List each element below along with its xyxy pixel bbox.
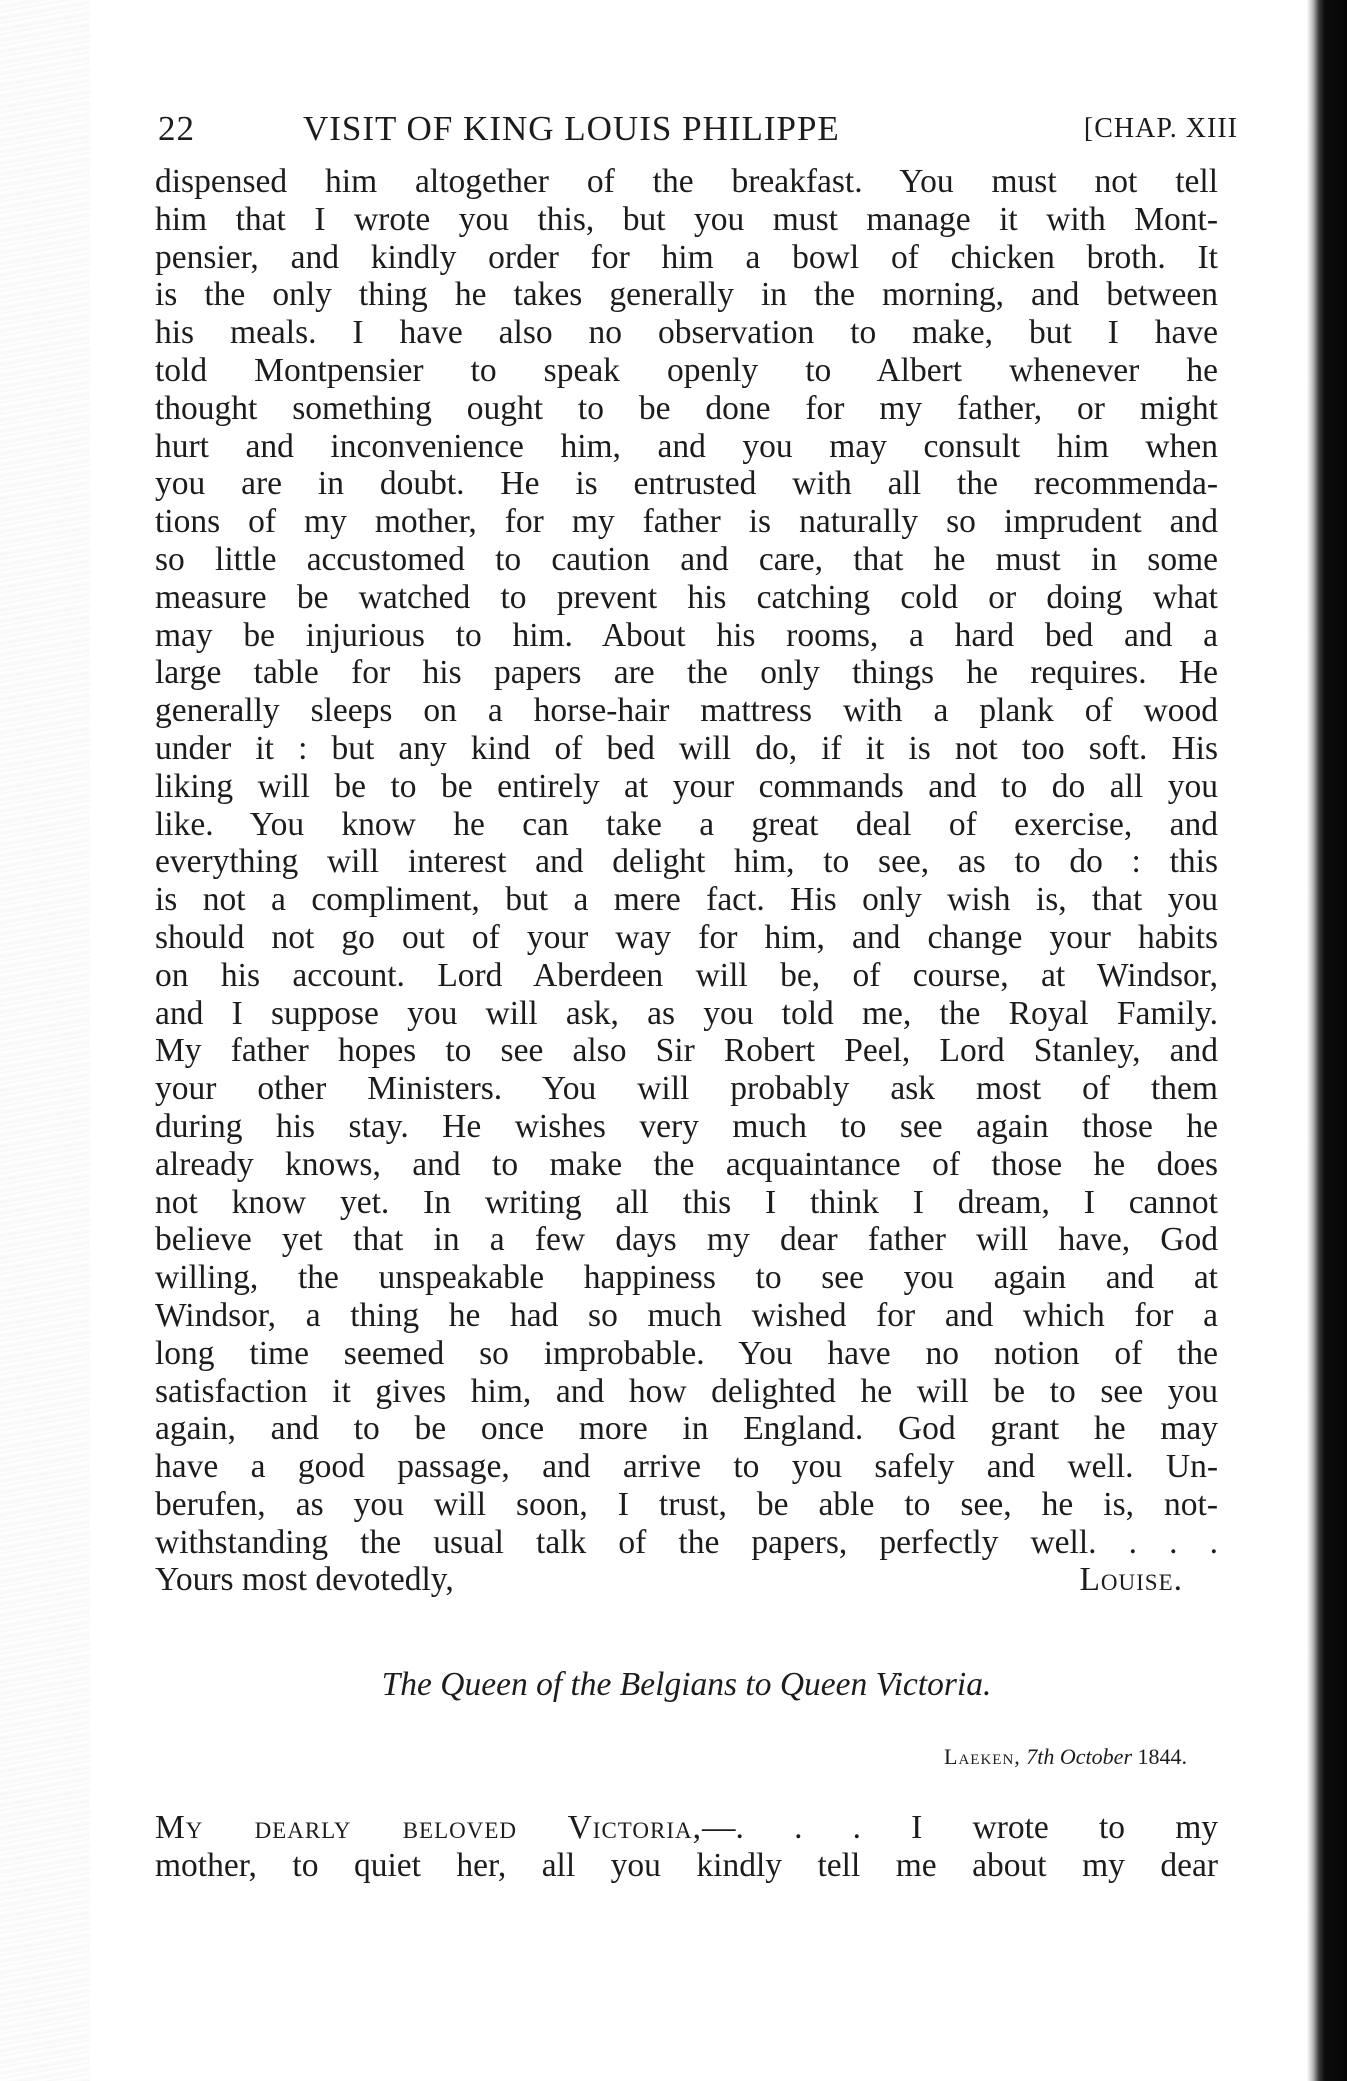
letter-two-body (155, 1809, 1218, 1885)
text-line: willing, the unspeakable happiness to see you again and at (155, 1259, 1218, 1297)
text-line: thought something ought to be done for my father, or might (155, 389, 1218, 427)
dateline (944, 1742, 1187, 1772)
text-line: Windsor, a thing he had so much wished for and which for a (155, 1296, 1218, 1334)
text-line: not know yet. In writing all this I think I dream, I cannot (155, 1183, 1218, 1221)
running-header (158, 106, 1238, 152)
text-line: believe yet that in a few days my dear father will have, God (155, 1221, 1218, 1259)
letter-heading: The Queen of the Belgians to Queen Victoria. (381, 1666, 992, 1703)
chapter-reference: [CHAP. XIII (1083, 113, 1238, 144)
text-line: may be injurious to him. About his rooms, a hard bed and a (155, 616, 1218, 654)
text-line: tions of my mother, for my father is naturally so imprudent and (155, 503, 1218, 541)
dateline-year: 1844. (1137, 1744, 1187, 1769)
dateline-date: 7th October (1026, 1744, 1132, 1769)
text-line: you are in doubt. He is entrusted with all the recommenda- (155, 465, 1218, 503)
page-edge-speckle (0, 0, 90, 2081)
text-line: during his stay. He wishes very much to see again those he (155, 1107, 1218, 1145)
text-line: dispensed him altogether of the breakfast. You must not tell (155, 163, 1218, 200)
text-line: is the only thing he takes generally in the morning, and between (155, 276, 1218, 314)
book-spine-shadow (1307, 0, 1347, 2081)
text-line: large table for his papers are the only things he requires. He (155, 654, 1218, 692)
opening-text: —. . . I wrote to my (702, 1809, 1219, 1846)
text-line: like. You know he can take a great deal of exercise, and (155, 805, 1218, 843)
text-line: already knows, and to make the acquaintance of those he does (155, 1145, 1218, 1183)
text-line: mother, to quiet her, all you kindly tell me about my dear (155, 1846, 1218, 1884)
text-line: pensier, and kindly order for him a bowl of chicken broth. It (155, 238, 1218, 276)
text-line: told Montpensier to speak openly to Albert whenever he (155, 351, 1218, 389)
text-line: on his account. Lord Aberdeen will be, of course, at Windsor, (155, 956, 1218, 994)
text-line: My father hopes to see also Sir Robert Peel, Lord Stanley, and (155, 1032, 1218, 1070)
letter-one-body (155, 163, 1218, 1599)
text-line: long time seemed so improbable. You have no notion of the (155, 1334, 1218, 1372)
text-line: him that I wrote you this, but you must manage it with Mont- (155, 200, 1218, 238)
text-line: should not go out of your way for him, and change your habits (155, 918, 1218, 956)
text-line: liking will be to be entirely at your commands and to do all you (155, 767, 1218, 805)
salutation: My dearly beloved Victoria, (155, 1809, 703, 1846)
text-line: generally sleeps on a horse-hair mattress with a plank of wood (155, 692, 1218, 730)
text-line: berufen, as you will soon, I trust, be able to see, he is, not- (155, 1485, 1218, 1523)
text-line: measure be watched to prevent his catching cold or doing what (155, 578, 1218, 616)
closing-phrase: Yours most devotedly, (155, 1561, 454, 1599)
text-line: again, and to be once more in England. God grant he may (155, 1410, 1218, 1448)
dateline-place: Laeken, (944, 1744, 1021, 1769)
text-line: everything will interest and delight him, to see, as to do : this (155, 843, 1218, 881)
text-line: your other Ministers. You will probably ask most of them (155, 1070, 1218, 1108)
running-title: VISIT OF KING LOUIS PHILIPPE (303, 109, 840, 148)
opening-line (155, 1809, 1218, 1847)
text-line: have a good passage, and arrive to you safely and well. Un- (155, 1448, 1218, 1486)
signature: Louise. (1079, 1561, 1183, 1599)
page-number: 22 (158, 109, 195, 148)
text-line: under it : but any kind of bed will do, if it is not too soft. His (155, 729, 1218, 767)
text-line: satisfaction it gives him, and how delighted he will be to see you (155, 1372, 1218, 1410)
text-line: is not a compliment, but a mere fact. His only wish is, that you (155, 881, 1218, 919)
text-line: hurt and inconvenience him, and you may consult him when (155, 427, 1218, 465)
text-line: his meals. I have also no observation to make, but I have (155, 314, 1218, 352)
letter-signoff (155, 1561, 1218, 1599)
text-line: and I suppose you will ask, as you told me, the Royal Family. (155, 994, 1218, 1032)
text-line: withstanding the usual talk of the papers, perfectly well. . . . (155, 1523, 1218, 1561)
text-line: so little accustomed to caution and care, that he must in some (155, 540, 1218, 578)
